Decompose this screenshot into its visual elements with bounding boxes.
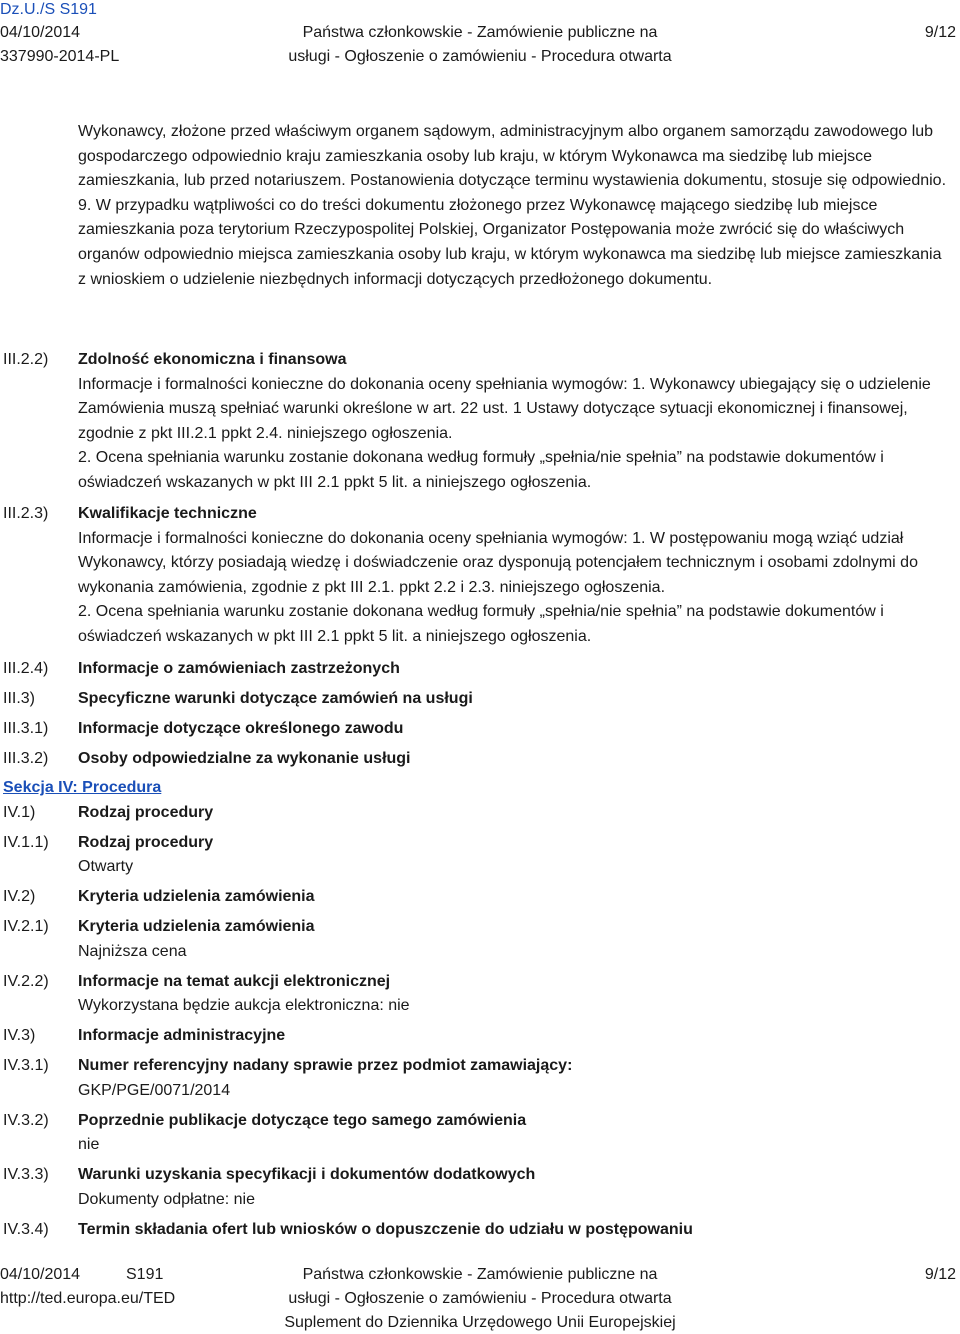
section-value: Wykorzystana będzie aukcja elektroniczna: nie (78, 997, 410, 1014)
section-number: III.3) (3, 690, 36, 707)
section-value: Najniższa cena (78, 943, 187, 960)
section-title: Numer referencyjny nadany sprawie przez podmiot zamawiający: (78, 1057, 573, 1074)
section-number: IV.2.1) (3, 918, 49, 935)
ted-url-link[interactable]: http://ted.europa.eu/TED (0, 1290, 176, 1307)
section-technical-qualifications (78, 502, 946, 650)
section-title: Zdolność ekonomiczna i finansowa (78, 351, 347, 368)
paragraph: 2. Ocena spełniania warunku zostanie dokonana według formuły „spełnia/nie spełnia” na podstawie dokumentów i oświadczeń wskazanych w pkt III 2.1 ppkt 5 lit. a niniejszego ogłoszenia. (78, 603, 884, 645)
section-number: IV.2.2) (3, 973, 49, 990)
section-title: Warunki uzyskania specyfikacji i dokumentów dodatkowych (78, 1166, 536, 1183)
section-title: Termin składania ofert lub wniosków o dopuszczenie do udziału w postępowaniu (78, 1221, 693, 1238)
section-title: Poprzednie publikacje dotyczące tego samego zamówienia (78, 1112, 527, 1129)
footer-title-line2: usługi - Ogłoszenie o zamówieniu - Procedura otwarta (288, 1290, 672, 1307)
section-value: Otwarty (78, 858, 134, 875)
section-title: Osoby odpowiedzialne za wykonanie usługi (78, 750, 411, 767)
section-title: Informacje dotyczące określonego zawodu (78, 720, 404, 737)
footer-title-line3: Suplement do Dziennika Urzędowego Unii Europejskiej (284, 1314, 676, 1331)
section-title: Specyficzne warunki dotyczące zamówień na usługi (78, 690, 473, 707)
section-value: Dokumenty odpłatne: nie (78, 1191, 255, 1208)
section-number: III.3.1) (3, 720, 49, 737)
header-page-number: 9/12 (924, 24, 956, 41)
section-number: IV.3.1) (3, 1057, 49, 1074)
header-date: 04/10/2014 (0, 24, 81, 41)
footer-date: 04/10/2014 (0, 1266, 81, 1283)
section-number: IV.1.1) (3, 834, 49, 851)
paragraph: Informacje i formalności konieczne do dokonania oceny spełniania wymogów: 1. Wykonawcy ubiegający się o udzielenie Zamówienia muszą spełniać warunki określone w art. 22 ust. 1 Ustawy dotyczące sytuacji ekonomicznej i finansowej, zgodnie z pkt III.2.1 ppkt 2.4. niniejszego ogłoszenia. (78, 375, 931, 442)
paragraph: Wykonawcy, złożone przed właściwym organem sądowym, administracyjnym albo organem samorządu zawodowego lub gospodarczego odpowiednio kraju zamieszkania osoby lub kraju, w którym Wykonawca ma siedzibę lub miejsce zamieszkania, lub przed notariuszem. Postanowienia dotyczące terminu wystawienia dokumentu, stosuje się odpowiednio. (78, 123, 947, 190)
section-number: IV.2) (3, 888, 36, 905)
section-number: IV.3.4) (3, 1221, 49, 1238)
section-number: III.2.2) (3, 351, 49, 368)
section-title: Informacje o zamówieniach zastrzeżonych (78, 660, 400, 677)
continuation-text (78, 120, 946, 292)
footer-series: S191 (126, 1266, 164, 1283)
footer-page-number: 9/12 (924, 1266, 956, 1283)
footer-title-line1: Państwa członkowskie - Zamówienie publiczne na (302, 1266, 658, 1283)
section-title: Kryteria udzielenia zamówienia (78, 918, 315, 935)
section-title: Kwalifikacje techniczne (78, 505, 257, 522)
section-number: IV.3) (3, 1027, 36, 1044)
section-number: IV.3.3) (3, 1166, 49, 1183)
section-number: III.2.3) (3, 505, 49, 522)
section-title: Informacje na temat aukcji elektronicznej (78, 973, 391, 990)
section-iv-heading[interactable]: Sekcja IV: Procedura (3, 779, 162, 796)
paragraph: Informacje i formalności konieczne do dokonania oceny spełniania wymogów: 1. W postępowaniu mogą wziąć udział Wykonawcy, którzy posiadają wiedzę i doświadczenie oraz dysponują potencjałem technicznym i osobami zdolnymi do wykonania zamówienia, zgodnie z pkt III 2.1. ppkt 2.2 i 2.3. niniejszego ogłoszenia. (78, 529, 918, 596)
paragraph: 2. Ocena spełniania warunku zostanie dokonana według formuły „spełnia/nie spełnia” na podstawie dokumentów i oświadczeń wskazanych w pkt III 2.1 ppkt 5 lit. a niniejszego ogłoszenia. (78, 449, 884, 491)
section-economic-capacity (78, 348, 946, 496)
section-number: III.2.4) (3, 660, 49, 677)
section-title: Rodzaj procedury (78, 804, 214, 821)
section-title: Rodzaj procedury (78, 834, 214, 851)
section-value: GKP/PGE/0071/2014 (78, 1082, 231, 1099)
section-number: IV.1) (3, 804, 36, 821)
section-number: IV.3.2) (3, 1112, 49, 1129)
section-number: III.3.2) (3, 750, 49, 767)
header-title-line2: usługi - Ogłoszenie o zamówieniu - Procedura otwarta (288, 48, 672, 65)
journal-ref-link[interactable]: Dz.U./S S191 (0, 1, 97, 18)
section-title: Informacje administracyjne (78, 1027, 286, 1044)
notice-id: 337990-2014-PL (0, 48, 120, 65)
paragraph: 9. W przypadku wątpliwości co do treści dokumentu złożonego przez Wykonawcę mającego siedzibę lub miejsce zamieszkania poza terytorium Rzeczypospolitej Polskiej, Organizator Postępowania może zwrócić się do właściwych organów odpowiednio miejsca zamieszkania osoby lub kraju, w którym wykonawca ma siedzibę lub miejsce zamieszkania z wnioskiem o udzielenie niezbędnych informacji dotyczących przedłożonego dokumentu. (78, 196, 942, 288)
section-title: Kryteria udzielenia zamówienia (78, 888, 315, 905)
section-value: nie (78, 1136, 100, 1153)
header-title-line1: Państwa członkowskie - Zamówienie publiczne na (302, 24, 658, 41)
